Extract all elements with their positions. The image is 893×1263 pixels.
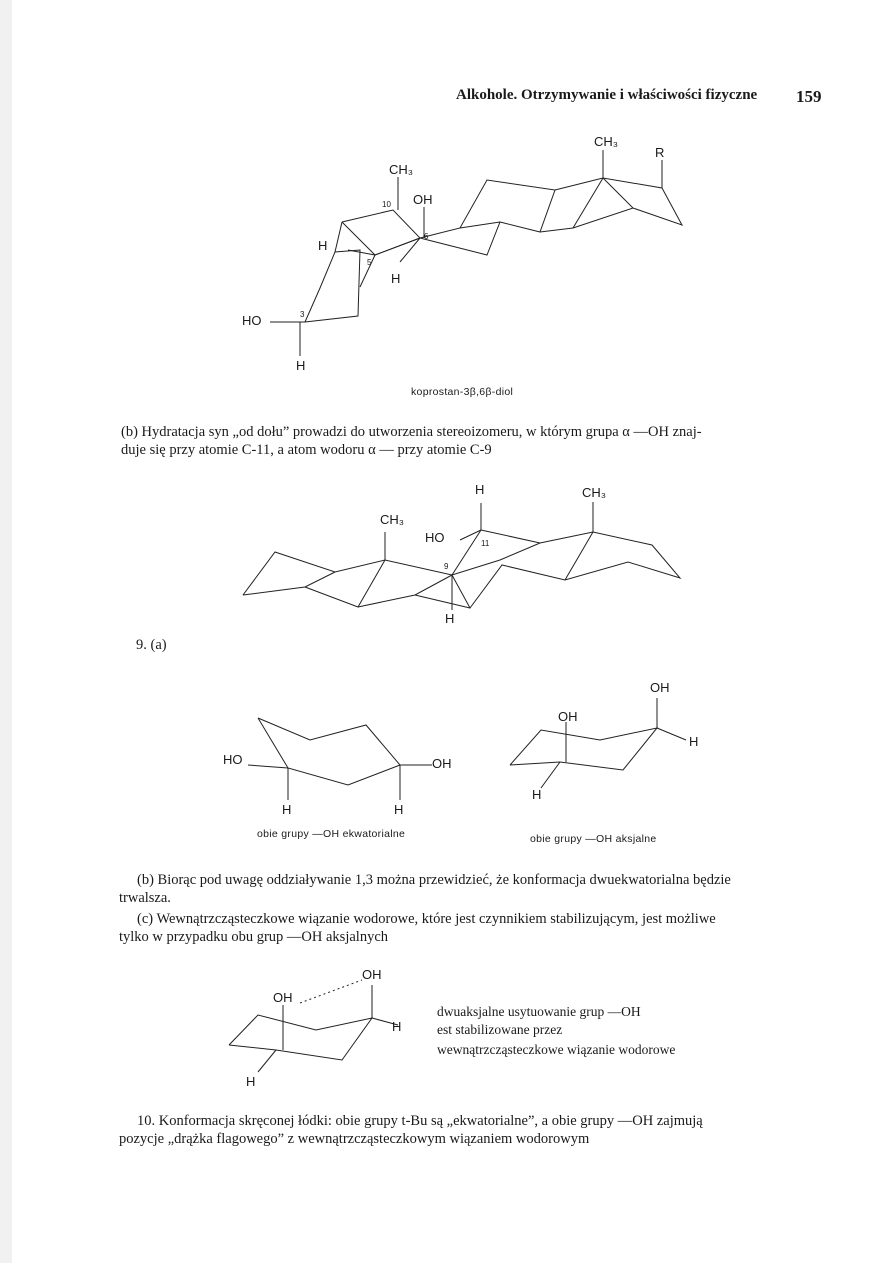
fig3-left-caption: obie grupy —OH ekwatorialne [257,828,406,840]
paragraph-b2-line1: (b) Biorąc pod uwagę oddziaływanie 1,3 można przewidzieć, że konformacja dwuekwatorialna będzie [137,872,731,888]
fig1-h-label: H [296,358,306,373]
fig2-h-label: H [445,611,455,626]
fig1-atom-number: 5 [367,258,372,267]
fig1-ch3-label: CH₃ [389,162,414,177]
fig4-note-line1: dwuaksjalne usytuowanie grup —OH [437,1004,641,1019]
fig3-h-label: H [394,802,404,817]
fig3-ho-label: HO [223,752,243,767]
fig4-h-label: H [246,1074,256,1089]
page-number: 159 [796,87,822,106]
fig3-oh-label: OH [558,709,578,724]
fig4-oh-label: OH [362,967,382,982]
paragraph-b2-line2: trwalsza. [119,890,171,906]
fig1-oh-label: OH [413,192,433,207]
fig1-caption: koprostan-3β,6β-diol [411,386,514,398]
fig2-h-label: H [475,482,485,497]
fig1-h-label: H [318,238,328,253]
fig4-note-line2: est stabilizowane przez [437,1022,563,1037]
running-header-title: Alkohole. Otrzymywanie i właściwości fizyczne [456,87,758,103]
fig1-h-label: H [391,271,401,286]
fig3-h-label: H [282,802,292,817]
fig3-oh-label: OH [650,680,670,695]
paragraph-10-line1: 10. Konformacja skręconej łódki: obie grupy t-Bu są „ekwatorialne”, a obie grupy —OH zajmują [137,1113,703,1129]
fig2-ch3-label: CH₃ [582,485,607,500]
fig4-oh-label: OH [273,990,293,1005]
fig1-r-label: R [655,145,665,160]
fig4-note-line3: wewnątrzcząsteczkowe wiązanie wodorowe [437,1042,676,1057]
fig1-atom-number: 10 [382,200,391,209]
paragraph-c-line2: tylko w przypadku obu grup —OH aksjalnych [119,929,389,945]
fig1-ho-label: HO [242,313,262,328]
paragraph-c-line1: (c) Wewnątrzcząsteczkowe wiązanie wodorowe, które jest czynnikiem stabilizującym, jest możliwe [137,911,716,927]
fig3-oh-label: OH [432,756,452,771]
fig3-h-label: H [532,787,542,802]
fig4-h-label: H [392,1019,402,1034]
fig1-atom-number: 3 [300,310,305,319]
paragraph-b1-line1: (b) Hydratacja syn „od dołu” prowadzi do utworzenia stereoizomeru, w którym grupa α —OH znaj- [121,424,702,440]
paragraph-b1-line2: duje się przy atomie C-11, a atom wodoru α — przy atomie C-9 [121,442,492,458]
fig2-ho-label: HO [425,530,445,545]
fig2-atom-number: 11 [481,539,490,548]
section-9-label: 9. (a) [136,637,167,653]
fig3-right-caption: obie grupy —OH aksjalne [530,833,657,845]
fig1-atom-number: 6 [424,232,429,241]
fig2-ch3-label: CH₃ [380,512,405,527]
paragraph-10-line2: pozycje „drążka flagowego” z wewnątrzcząsteczkowym wiązaniem wodorowym [119,1131,590,1147]
fig3-h-label: H [689,734,699,749]
fig2-atom-number: 9 [444,562,449,571]
fig1-ch3-label: CH₃ [594,134,619,149]
